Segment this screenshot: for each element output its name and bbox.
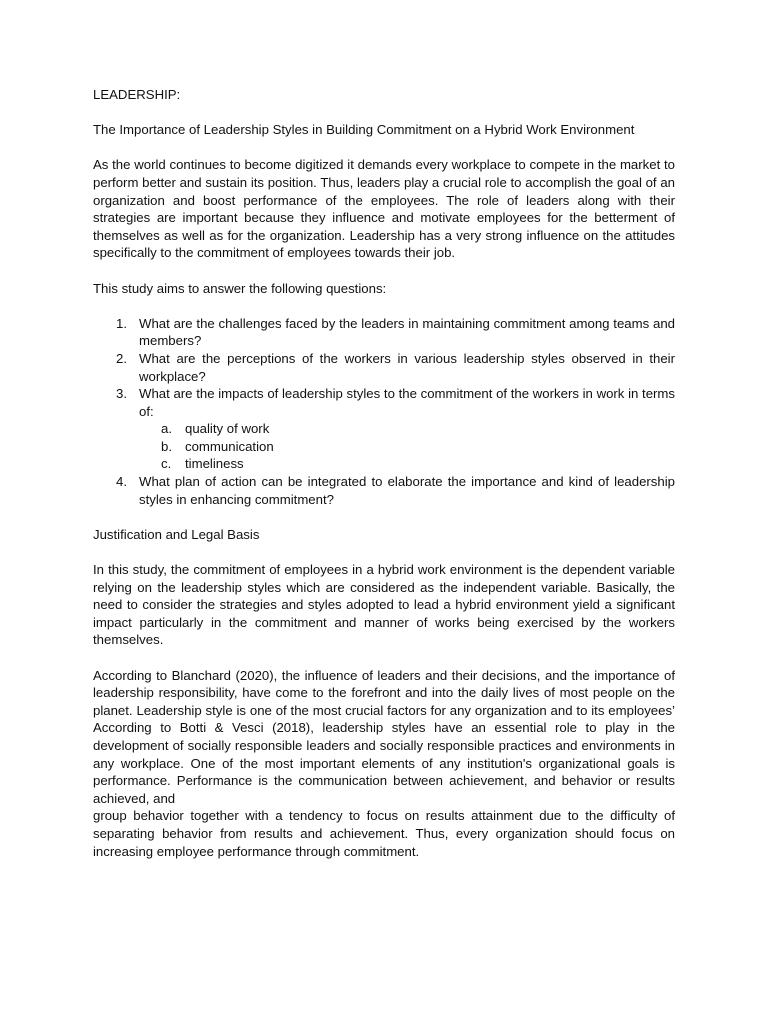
research-question bbox=[116, 350, 675, 385]
justification-paragraph-1: In this study, the commitment of employees in a hybrid work environment is the dependent variable relying on the leadership styles which are considered as the independent variable. Basically, the need to consider the strategies and styles adopted to lead a hybrid environment yield a significant impact particularly in the commitment and manner of works being exercised by the workers themselves. bbox=[93, 562, 675, 648]
document-title: The Importance of Leadership Styles in Building Commitment on a Hybrid Work Environment bbox=[93, 122, 635, 138]
aims-lead-paragraph: This study aims to answer the following questions: bbox=[93, 280, 387, 296]
research-question bbox=[116, 473, 675, 508]
research-question bbox=[116, 385, 675, 473]
document-page bbox=[93, 86, 675, 878]
question-number: 3. bbox=[116, 386, 127, 402]
sub-item-letter: c. bbox=[161, 456, 172, 472]
research-question bbox=[116, 315, 675, 350]
question-text: What are the impacts of leadership styles to the commitment of the workers in work in terms of: bbox=[139, 386, 675, 419]
sub-item-text: communication bbox=[185, 438, 274, 454]
justification-paragraph-2b: group behavior together with a tendency to focus on results attainment due to the difficulty of separating behavior from results and achievement. Thus, every organization should focus on increasing employee performance through commitment. bbox=[93, 808, 675, 859]
question-number: 1. bbox=[116, 315, 127, 331]
justification-heading: Justification and Legal Basis bbox=[93, 526, 260, 542]
question-text: What are the perceptions of the workers in various leadership styles observed in their workplace? bbox=[139, 350, 675, 384]
research-questions-list bbox=[93, 315, 675, 509]
question-text: What plan of action can be integrated to elaborate the importance and kind of leadership styles in enhancing commitment? bbox=[139, 474, 675, 507]
sub-item-letter: b. bbox=[161, 438, 172, 454]
justification-paragraph-2a: According to Blanchard (2020), the influence of leaders and their decisions, and the importance of leadership responsibility, have come to the forefront and into the daily lives of most people on the planet. Leadership style is one of the most crucial factors for any organization and to its employees’ According to Botti & Vesci (2018), leadership styles have an essential role to play in the development of socially responsible leaders and socially responsible practices and environments in any workplace. One of the most important elements of any institution's organizational goals is performance. Performance is the communication between achievement, and behavior or results achieved, and bbox=[93, 667, 675, 806]
sub-item bbox=[161, 438, 675, 456]
section-heading: LEADERSHIP: bbox=[93, 87, 181, 102]
sub-item bbox=[161, 455, 675, 473]
sub-item-letter: a. bbox=[161, 421, 172, 437]
intro-paragraph: As the world continues to become digitized it demands every workplace to compete in the market to perform better and sustain its position. Thus, leaders play a crucial role to accomplish the goal of an organization and boost performance of the employees. The role of leaders along with their strategies are important because they influence and motivate employees for the betterment of themselves as well as for the organization. Leadership has a very strong influence on the attitudes specifically to the commitment of employees towards their job. bbox=[93, 157, 675, 261]
question-number: 2. bbox=[116, 350, 127, 366]
sub-items-list bbox=[139, 420, 675, 473]
sub-item-text: timeliness bbox=[185, 456, 244, 472]
sub-item-text: quality of work bbox=[185, 421, 270, 437]
question-number: 4. bbox=[116, 474, 127, 490]
question-text: What are the challenges faced by the leaders in maintaining commitment among teams and members? bbox=[139, 315, 675, 349]
sub-item bbox=[161, 420, 675, 438]
